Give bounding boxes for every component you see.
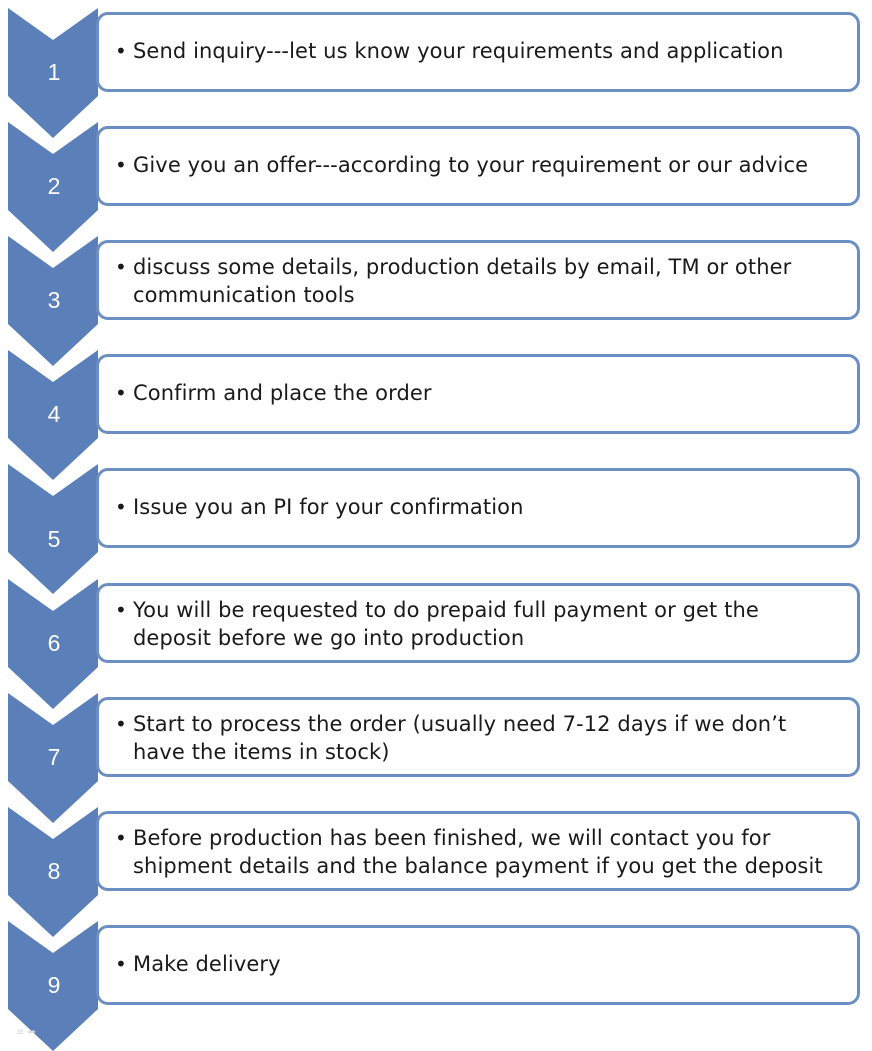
- step-text-box: [96, 354, 860, 434]
- step-number: 8: [47, 858, 61, 884]
- step-5: [0, 464, 872, 594]
- step-text: Start to process the order (usually need 7-12 days if we don’t have the items in stock): [133, 712, 787, 764]
- bullet-icon: •: [115, 39, 127, 63]
- step-6: [0, 579, 872, 709]
- step-9: [0, 921, 872, 1051]
- bullet-icon: •: [115, 952, 127, 976]
- step-text-box: [96, 12, 860, 92]
- step-number: 4: [47, 401, 61, 427]
- bullet-icon: •: [115, 598, 127, 622]
- step-4: [0, 350, 872, 480]
- step-text-box: [96, 468, 860, 548]
- step-text-box: [96, 583, 860, 663]
- step-text-box: [96, 697, 860, 777]
- step-text: Issue you an PI for your confirmation: [133, 495, 524, 519]
- step-text: Give you an offer---according to your requirement or our advice: [133, 153, 809, 177]
- step-number: 5: [47, 526, 61, 552]
- bullet-icon: •: [115, 255, 127, 279]
- step-text: Make delivery: [133, 952, 281, 976]
- bullet-icon: •: [115, 712, 127, 736]
- step-number: 2: [47, 173, 61, 199]
- step-2: [0, 122, 872, 252]
- step-3: [0, 236, 872, 366]
- bullet-icon: •: [115, 495, 127, 519]
- step-1: [0, 8, 872, 138]
- step-text-box: [96, 240, 860, 320]
- step-8: [0, 807, 872, 937]
- step-text: Before production has been finished, we will contact you for shipment details and the balance payment if you get the deposit: [133, 826, 823, 878]
- step-number: 9: [47, 972, 61, 998]
- step-text: You will be requested to do prepaid full payment or get the deposit before we go into production: [133, 598, 759, 650]
- step-number: 3: [47, 287, 61, 313]
- step-7: [0, 693, 872, 823]
- step-number: 1: [47, 59, 61, 85]
- bullet-icon: •: [115, 381, 127, 405]
- step-text-box: [96, 811, 860, 891]
- step-text: discuss some details, production details by email, TM or other communication tools: [133, 255, 792, 307]
- step-text: Confirm and place the order: [133, 381, 432, 405]
- step-text: Send inquiry---let us know your requirements and application: [133, 39, 784, 63]
- bullet-icon: •: [115, 153, 127, 177]
- step-number: 6: [47, 630, 61, 656]
- bullet-icon: •: [115, 826, 127, 850]
- step-number: 7: [47, 744, 61, 770]
- faint-corner-icons: ≡ ➦: [16, 1027, 36, 1038]
- step-text-box: [96, 925, 860, 1005]
- step-text-box: [96, 126, 860, 206]
